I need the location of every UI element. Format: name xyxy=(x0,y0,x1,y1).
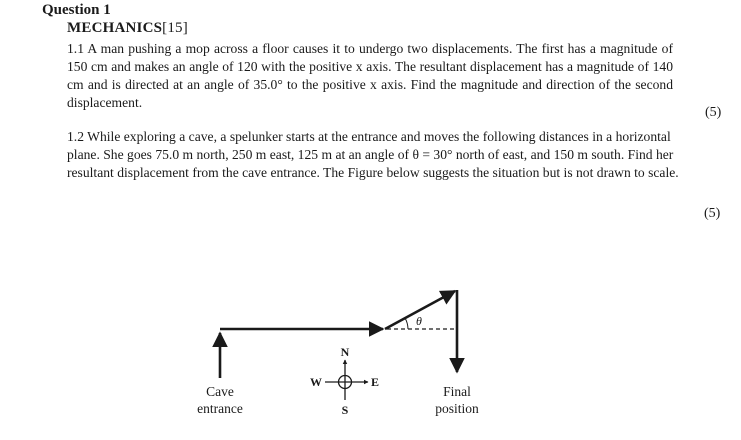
section-title: MECHANICS xyxy=(67,20,163,36)
theta-label: θ xyxy=(416,314,422,328)
section-marks: [15] xyxy=(162,20,188,36)
final-position-label-line1: Final xyxy=(443,384,471,399)
compass-east-label: E xyxy=(370,375,380,389)
question-1-1-text: 1.1 A man pushing a mop across a floor causes it to undergo two displacements. The first has a magnitude of 150 cm and makes an angle of 120 with the positive x axis. The resultant displacement has a magnitude of 140 cm and is directed at an angle of 35.0° to the positive x axis. Find the magnitude and direction of the second displacement. xyxy=(67,41,673,110)
question-1-1-marks: (5) xyxy=(705,105,722,120)
compass-rose xyxy=(310,345,379,417)
question-title: Question 1 xyxy=(42,2,111,18)
question-1-2-text: 1.2 While exploring a cave, a spelunker starts at the entrance and moves the following distances in a horizontal plane. She goes 75.0 m north, 250 m east, 125 m at an angle of θ = 30° north of east, and 150 m south. Find her resultant displacement from the cave entrance. The Figure below suggests the situation but is not drawn to scale. xyxy=(67,129,679,180)
compass-west-label: W xyxy=(310,375,322,389)
theta-arc xyxy=(405,318,408,329)
final-position-label-line2: position xyxy=(435,401,479,416)
compass-south-label: S xyxy=(341,403,349,417)
question-1-2-marks: (5) xyxy=(704,206,721,221)
cave-entrance-label-line2: entrance xyxy=(197,401,243,416)
compass-north-label: N xyxy=(340,345,350,359)
cave-entrance-label-line1: Cave xyxy=(206,384,234,399)
